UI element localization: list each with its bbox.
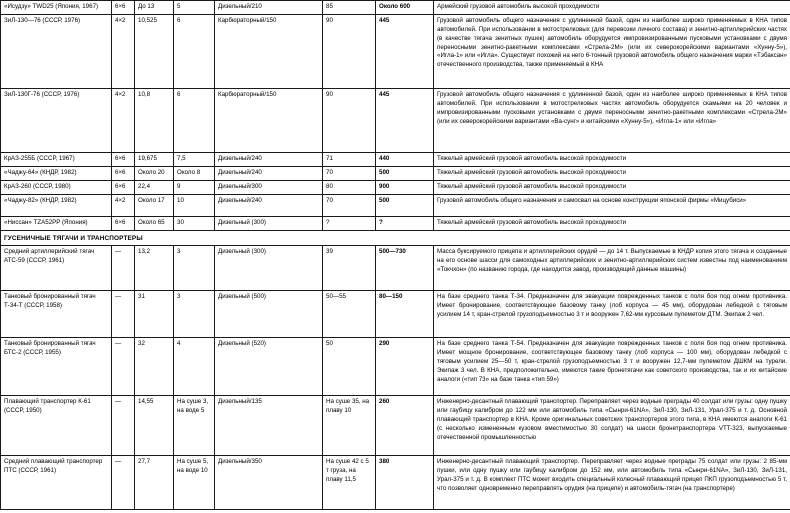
cell-vehicle-name: ЗиЛ-130Г-76 (СССР, 1976) — [1, 89, 112, 153]
cell-speed: 90 — [323, 89, 376, 153]
cell-mass: 32 — [135, 338, 174, 396]
cell-vehicle-name: «Исудзу» TWD25 (Япония, 1967) — [1, 1, 112, 15]
cell-speed: 71 — [323, 153, 376, 167]
cell-range: 900 — [376, 180, 434, 194]
cell-mass: 22,4 — [135, 180, 174, 194]
cell-vehicle-name: ЗиЛ-130—76 (СССР, 1976) — [1, 15, 112, 89]
cell-engine: Дизельный (300) — [215, 246, 323, 291]
cell-vehicle-name: КрАЗ-255Б (СССР, 1967) — [1, 153, 112, 167]
cell-mass: 10,8 — [135, 89, 174, 153]
table-row — [1, 1, 790, 15]
table-row — [1, 396, 790, 456]
cell-speed: 50—55 — [323, 291, 376, 338]
cell-range: 290 — [376, 338, 434, 396]
cell-vehicle-name: «Чаджу-82» (КНДР, 1982) — [1, 194, 112, 216]
cell-range: 500—730 — [376, 246, 434, 291]
cell-engine: Дизельный/240 — [215, 153, 323, 167]
cell-range: Около 600 — [376, 1, 434, 15]
cell-load: 10 — [174, 194, 215, 216]
cell-load: 6 — [174, 89, 215, 153]
cell-mass: Около 65 — [135, 216, 174, 230]
cell-mass: 19,675 — [135, 153, 174, 167]
cell-wheel-formula: — — [112, 291, 135, 338]
cell-load: 6 — [174, 15, 215, 89]
cell-engine: Дизельный/240 — [215, 194, 323, 216]
cell-speed: На суше 35, на плаву 10 — [323, 396, 376, 456]
cell-engine: Дизельный/350 — [215, 456, 323, 510]
section-header-row — [1, 230, 790, 245]
cell-engine: Дизельный/210 — [215, 1, 323, 15]
cell-speed: 50 — [323, 338, 376, 396]
cell-vehicle-name: Плавающий транспортер К-61 (СССР, 1950) — [1, 396, 112, 456]
cell-vehicle-name: Танковый бронированный тягач Т-34-Т (СССР, 1958) — [1, 291, 112, 338]
cell-wheel-formula: — — [112, 456, 135, 510]
cell-load: 3 — [174, 246, 215, 291]
cell-mass: До 13 — [135, 1, 174, 15]
table-row — [1, 246, 790, 291]
cell-wheel-formula: 6×6 — [112, 166, 135, 180]
cell-load: На суше 5, на воде 10 — [174, 456, 215, 510]
table-row — [1, 89, 790, 153]
cell-mass: Около 20 — [135, 166, 174, 180]
cell-notes: Инженерно-десантный плавающий транспортер. Переправляет через водные преграды 40 солдат или грузы: одну пушку или гаубицу калибром до 122 мм или автомобиль типа «Сынри-61NA», ЗиЛ-130, ЗиЛ-131, Урал-375 и т. д. Основной плавающий транспортер в КНА. Кроме оригинальных советских транспортеров этого типа, в КНА имеются аналоги К-61 (с несколько измененным кузовом вместимостью 30 солдат) на шасси бронетранспортера VTT-323, выпускаемые отечественной промышленностью — [434, 396, 790, 456]
cell-load: Около 8 — [174, 166, 215, 180]
cell-range: 500 — [376, 166, 434, 180]
cell-notes: На базе среднего танка Т-54. Предназначен для эвакуации поврежденных танков с поля боя под огнем противника. Имеет мощное бронирование, соответствующее базовому танку (лоб корпуса — 100 мм), оборудован лебедкой с тяговым усилием 25—50 т, кран-стрелой грузоподъемностью 3 т и вооружен 12,7-мм пулеметом ДШКМ на турели. Экипаж 3 чел. В КНА, предположительно, имеются такие бронетягачи как советского производства, так и их китайские аналоги («тип 73» на базе танка «тип 59») — [434, 338, 790, 396]
cell-vehicle-name: «Чаджу-64» (КНДР, 1982) — [1, 166, 112, 180]
cell-mass: 13,2 — [135, 246, 174, 291]
cell-load: 4 — [174, 338, 215, 396]
cell-notes: Тяжелый армейский грузовой автомобиль высокой проходимости — [434, 216, 790, 230]
cell-mass: 27,7 — [135, 456, 174, 510]
section-title: ГУСЕНИЧНЫЕ ТЯГАЧИ И ТРАНСПОРТЕРЫ — [1, 230, 790, 245]
cell-load: 7,5 — [174, 153, 215, 167]
cell-engine: Дизельный/300 — [215, 180, 323, 194]
cell-notes: Армейский грузовой автомобиль высокой проходимости — [434, 1, 790, 15]
cell-speed: ? — [323, 216, 376, 230]
cell-speed: 90 — [323, 15, 376, 89]
cell-range: 80—150 — [376, 291, 434, 338]
cell-wheel-formula: 4×2 — [112, 194, 135, 216]
cell-speed: На суше 42 с 5 т груза, на плаву 11,5 — [323, 456, 376, 510]
cell-load: На суше 3, на воде 5 — [174, 396, 215, 456]
table-row — [1, 456, 790, 510]
cell-vehicle-name: «Ниссан» TZA52PP (Япония) — [1, 216, 112, 230]
cell-vehicle-name: Средний артиллерийский тягач АТС-59 (СССР, 1961) — [1, 246, 112, 291]
cell-speed: 70 — [323, 166, 376, 180]
cell-wheel-formula: — — [112, 396, 135, 456]
cell-engine: Карбюраторный/150 — [215, 89, 323, 153]
cell-engine: Дизельный/135 — [215, 396, 323, 456]
cell-wheel-formula: — — [112, 246, 135, 291]
cell-engine: Дизельный/240 — [215, 166, 323, 180]
table-row — [1, 166, 790, 180]
cell-load: 30 — [174, 216, 215, 230]
cell-mass: Около 17 — [135, 194, 174, 216]
cell-range: ? — [376, 216, 434, 230]
cell-mass: 31 — [135, 291, 174, 338]
cell-wheel-formula: 6×6 — [112, 1, 135, 15]
cell-notes: Грузовой автомобиль общего назначения с удлиненной базой, один из наиболее широко применяемых в КНА типов автомобилей. При использовании в мотострелковых частях автомобиль оборудуется скамьями на 20 человек и импровизированными пусковыми установками с двумя переносными зенитно-ракетными комплексами «Стрела-2М» (или их северокорейскими вариантами «Ва-сунг» и китайскими «Хунну-5»), «Игла-1» или «Игла» — [434, 89, 790, 153]
table-row — [1, 153, 790, 167]
cell-notes: На базе среднего танка Т-34. Предназначен для эвакуации поврежденных танков с поля боя под огнем противника. Имеет бронирование, соответствующее базовому танку (лоб корпуса — 45 мм), оборудован лебедкой с тяговым усилием 14 т, кран-стрелой грузоподъемностью 3 т и вооружен 7,62-мм курсовым пулеметом ДТМ. Экипаж 2 чел. — [434, 291, 790, 338]
cell-load: 3 — [174, 291, 215, 338]
cell-notes: Тяжелый армейский грузовой автомобиль высокой проходимости — [434, 166, 790, 180]
cell-speed: 70 — [323, 194, 376, 216]
cell-engine: Дизельный (500) — [215, 291, 323, 338]
cell-engine: Дизельный (520) — [215, 338, 323, 396]
cell-notes: Грузовой автомобиль общего назначения и самосвал на основе конструкции японской фирмы «Мицубиси» — [434, 194, 790, 216]
cell-range: 440 — [376, 153, 434, 167]
cell-wheel-formula: 4×2 — [112, 15, 135, 89]
cell-range: 500 — [376, 194, 434, 216]
cell-range: 380 — [376, 456, 434, 510]
cell-engine: Карбюраторный/150 — [215, 15, 323, 89]
cell-wheel-formula: 6×6 — [112, 216, 135, 230]
cell-range: 445 — [376, 15, 434, 89]
cell-speed: 85 — [323, 1, 376, 15]
cell-speed: 80 — [323, 180, 376, 194]
cell-range: 260 — [376, 396, 434, 456]
cell-mass: 10,525 — [135, 15, 174, 89]
cell-engine: Дизельный (300) — [215, 216, 323, 230]
cell-notes: Масса буксируемого прицепа и артиллерийских орудий — до 14 т. Выпускаемые в КНДР копия этого тягача и созданные на его основе шасси для самоходных артиллерийских и зенитно-артиллерийских систем известны под наименованием «Токчхон» (по названию города, где находится завод, производящий данные машины) — [434, 246, 790, 291]
table-body — [1, 1, 790, 510]
table-row — [1, 291, 790, 338]
table-row — [1, 216, 790, 230]
cell-range: 445 — [376, 89, 434, 153]
cell-notes: Тяжелый армейский грузовой автомобиль высокой проходимости — [434, 180, 790, 194]
table-row — [1, 15, 790, 89]
cell-wheel-formula: 6×6 — [112, 153, 135, 167]
cell-notes: Инженерно-десантный плавающий транспортер. Переправляет через водные преграды 75 солдат или грузы: 2 85-мм пушки, или одну пушку или гаубицу калибром до 152 мм, или автомобиль типа «Сынри-61NA», ЗиЛ-130, ЗиЛ-131, Урал-375 и т. д. В комплект ПТС может входить специальный колесный плавающий прицеп ПКП грузоподъемностью 5 т, что позволяет одновременно переправлять орудия (на прицепе) и автомобиль-тягач (на транспортере) — [434, 456, 790, 510]
cell-wheel-formula: — — [112, 338, 135, 396]
cell-notes: Грузовой автомобиль общего назначения с удлиненной базой, один из наиболее широко применяемых в КНА типов автомобилей. При использовании в мотострелковых (для перевозки личного состава) и зенитно-артиллерийских частях (в качестве тягача зенитных пушек) автомобиль оборудуется импровизированными пусковыми установками с двумя переносными зенитно-ракетными комплексами «Стрела-2М» (или их северокорейскими вариантами «Хунну-5»), «Игла-1» или «Игла». Существует похожий на него 6-тонный грузовой автомобиль общего назначения марки «Тэбаксан» отечественного производства, также применяемый в КНА — [434, 15, 790, 89]
cell-wheel-formula: 4×2 — [112, 89, 135, 153]
cell-load: 5 — [174, 1, 215, 15]
cell-mass: 14,55 — [135, 396, 174, 456]
cell-vehicle-name: КрАЗ-260 (СССР, 1980) — [1, 180, 112, 194]
table-row — [1, 194, 790, 216]
cell-load: 9 — [174, 180, 215, 194]
cell-notes: Тяжелый армейский грузовой автомобиль высокой проходимости — [434, 153, 790, 167]
table-row — [1, 180, 790, 194]
cell-vehicle-name: Средний плавающий транспортер ПТС (СССР, 1961) — [1, 456, 112, 510]
cell-vehicle-name: Танковый бронированный тягач БТС-2 (СССР, 1955) — [1, 338, 112, 396]
table-row — [1, 338, 790, 396]
cell-wheel-formula: 6×6 — [112, 180, 135, 194]
cell-speed: 39 — [323, 246, 376, 291]
